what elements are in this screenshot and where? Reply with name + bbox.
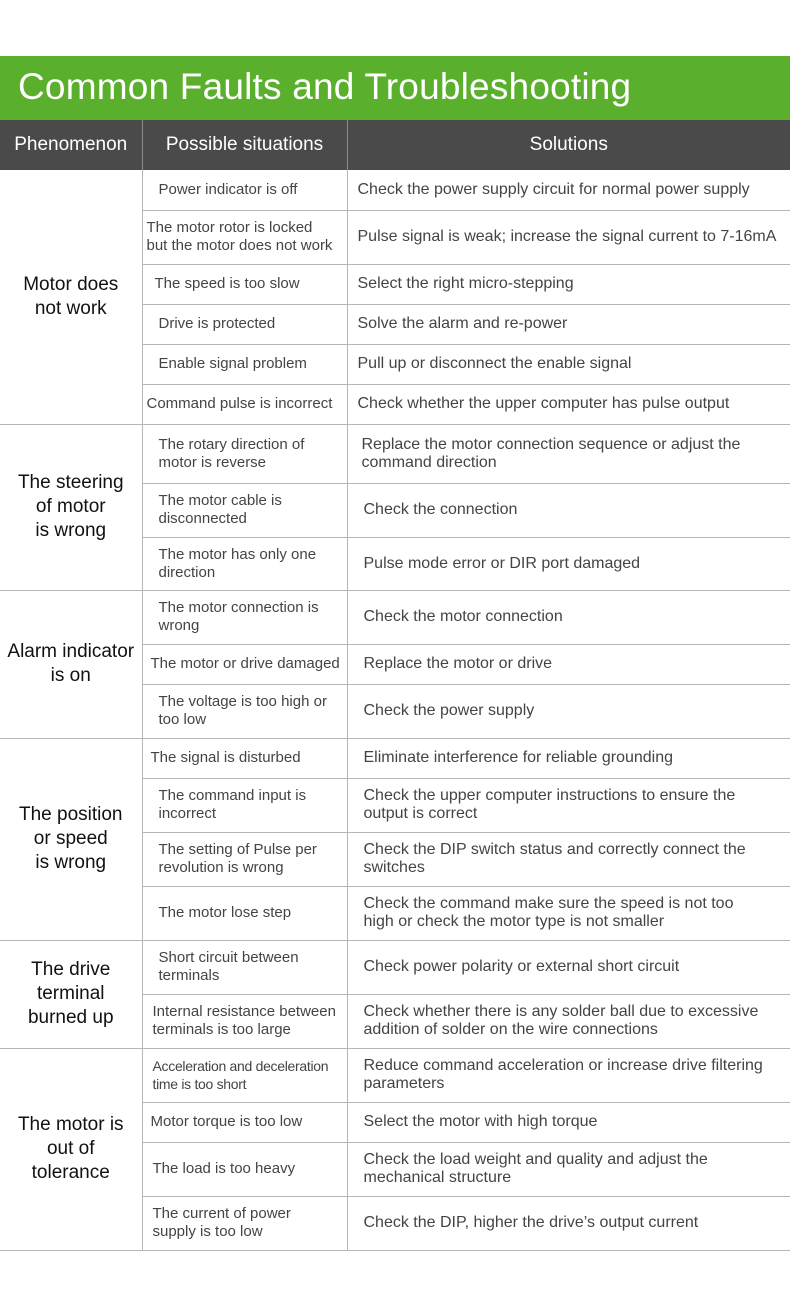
situation-cell: The motor lose step (142, 886, 347, 940)
situation-cell: The motor rotor is locked but the motor does not work (142, 210, 347, 264)
solution-cell: Replace the motor connection sequence or adjust the command direction (347, 424, 790, 483)
solution-cell: Check power polarity or external short circuit (347, 940, 790, 994)
situation-cell: The voltage is too high or too low (142, 684, 347, 738)
solution-cell: Select the right micro-stepping (347, 264, 790, 304)
table-row (0, 170, 790, 210)
solution-cell: Check the connection (347, 483, 790, 537)
situation-cell: Command pulse is incorrect (142, 384, 347, 424)
phenomenon-cell: Alarm indicator is on (0, 590, 142, 738)
title-banner (0, 56, 790, 120)
situation-cell: The signal is disturbed (142, 738, 347, 778)
solution-cell: Solve the alarm and re-power (347, 304, 790, 344)
solution-cell: Replace the motor or drive (347, 644, 790, 684)
solution-cell: Pull up or disconnect the enable signal (347, 344, 790, 384)
solution-cell: Check the motor connection (347, 590, 790, 644)
solution-cell: Check the command make sure the speed is not too high or check the motor type is not smaller (347, 886, 790, 940)
solution-cell: Check the DIP switch status and correctly connect the switches (347, 832, 790, 886)
phenomenon-cell: Motor does not work (0, 170, 142, 424)
solution-cell: Check the power supply (347, 684, 790, 738)
situation-cell: Enable signal problem (142, 344, 347, 384)
phenomenon-cell: The motor is out of tolerance (0, 1048, 142, 1250)
situation-cell: The current of power supply is too low (142, 1196, 347, 1250)
situation-cell: The setting of Pulse per revolution is wrong (142, 832, 347, 886)
situation-cell: The load is too heavy (142, 1142, 347, 1196)
solution-cell: Check the load weight and quality and adjust the mechanical structure (347, 1142, 790, 1196)
troubleshooting-table (0, 120, 790, 1251)
situation-cell: Acceleration and deceleration time is too short (142, 1048, 347, 1102)
situation-cell: Drive is protected (142, 304, 347, 344)
situation-cell: The motor connection is wrong (142, 590, 347, 644)
solution-cell: Pulse signal is weak; increase the signal current to 7-16mA (347, 210, 790, 264)
header-solutions: Solutions (347, 120, 790, 170)
page-title: Common Faults and Troubleshooting (18, 66, 632, 107)
situation-cell: The rotary direction of motor is reverse (142, 424, 347, 483)
solution-cell: Check the upper computer instructions to ensure the output is correct (347, 778, 790, 832)
phenomenon-cell: The drive terminal burned up (0, 940, 142, 1048)
solution-cell: Select the motor with high torque (347, 1102, 790, 1142)
table-row (0, 424, 790, 483)
situation-cell: The motor or drive damaged (142, 644, 347, 684)
situation-cell: The speed is too slow (142, 264, 347, 304)
table-row (0, 738, 790, 778)
situation-cell: The command input is incorrect (142, 778, 347, 832)
situation-cell: The motor cable is disconnected (142, 483, 347, 537)
situation-cell: Short circuit between terminals (142, 940, 347, 994)
phenomenon-cell: The steering of motor is wrong (0, 424, 142, 590)
solution-cell: Check the DIP, higher the drive’s output current (347, 1196, 790, 1250)
solution-cell: Pulse mode error or DIR port damaged (347, 537, 790, 590)
table-header-row (0, 120, 790, 170)
solution-cell: Reduce command acceleration or increase drive filtering parameters (347, 1048, 790, 1102)
table-row (0, 590, 790, 644)
solution-cell: Check whether the upper computer has pulse output (347, 384, 790, 424)
solution-cell: Check whether there is any solder ball due to excessive addition of solder on the wire connections (347, 994, 790, 1048)
situation-cell: Internal resistance between terminals is too large (142, 994, 347, 1048)
table-row (0, 1048, 790, 1102)
situation-cell: Motor torque is too low (142, 1102, 347, 1142)
solution-cell: Check the power supply circuit for normal power supply (347, 170, 790, 210)
header-phenomenon: Phenomenon (0, 120, 142, 170)
situation-cell: The motor has only one direction (142, 537, 347, 590)
situation-cell: Power indicator is off (142, 170, 347, 210)
phenomenon-cell: The position or speed is wrong (0, 738, 142, 940)
solution-cell: Eliminate interference for reliable grounding (347, 738, 790, 778)
table-row (0, 940, 790, 994)
header-situations: Possible situations (142, 120, 347, 170)
